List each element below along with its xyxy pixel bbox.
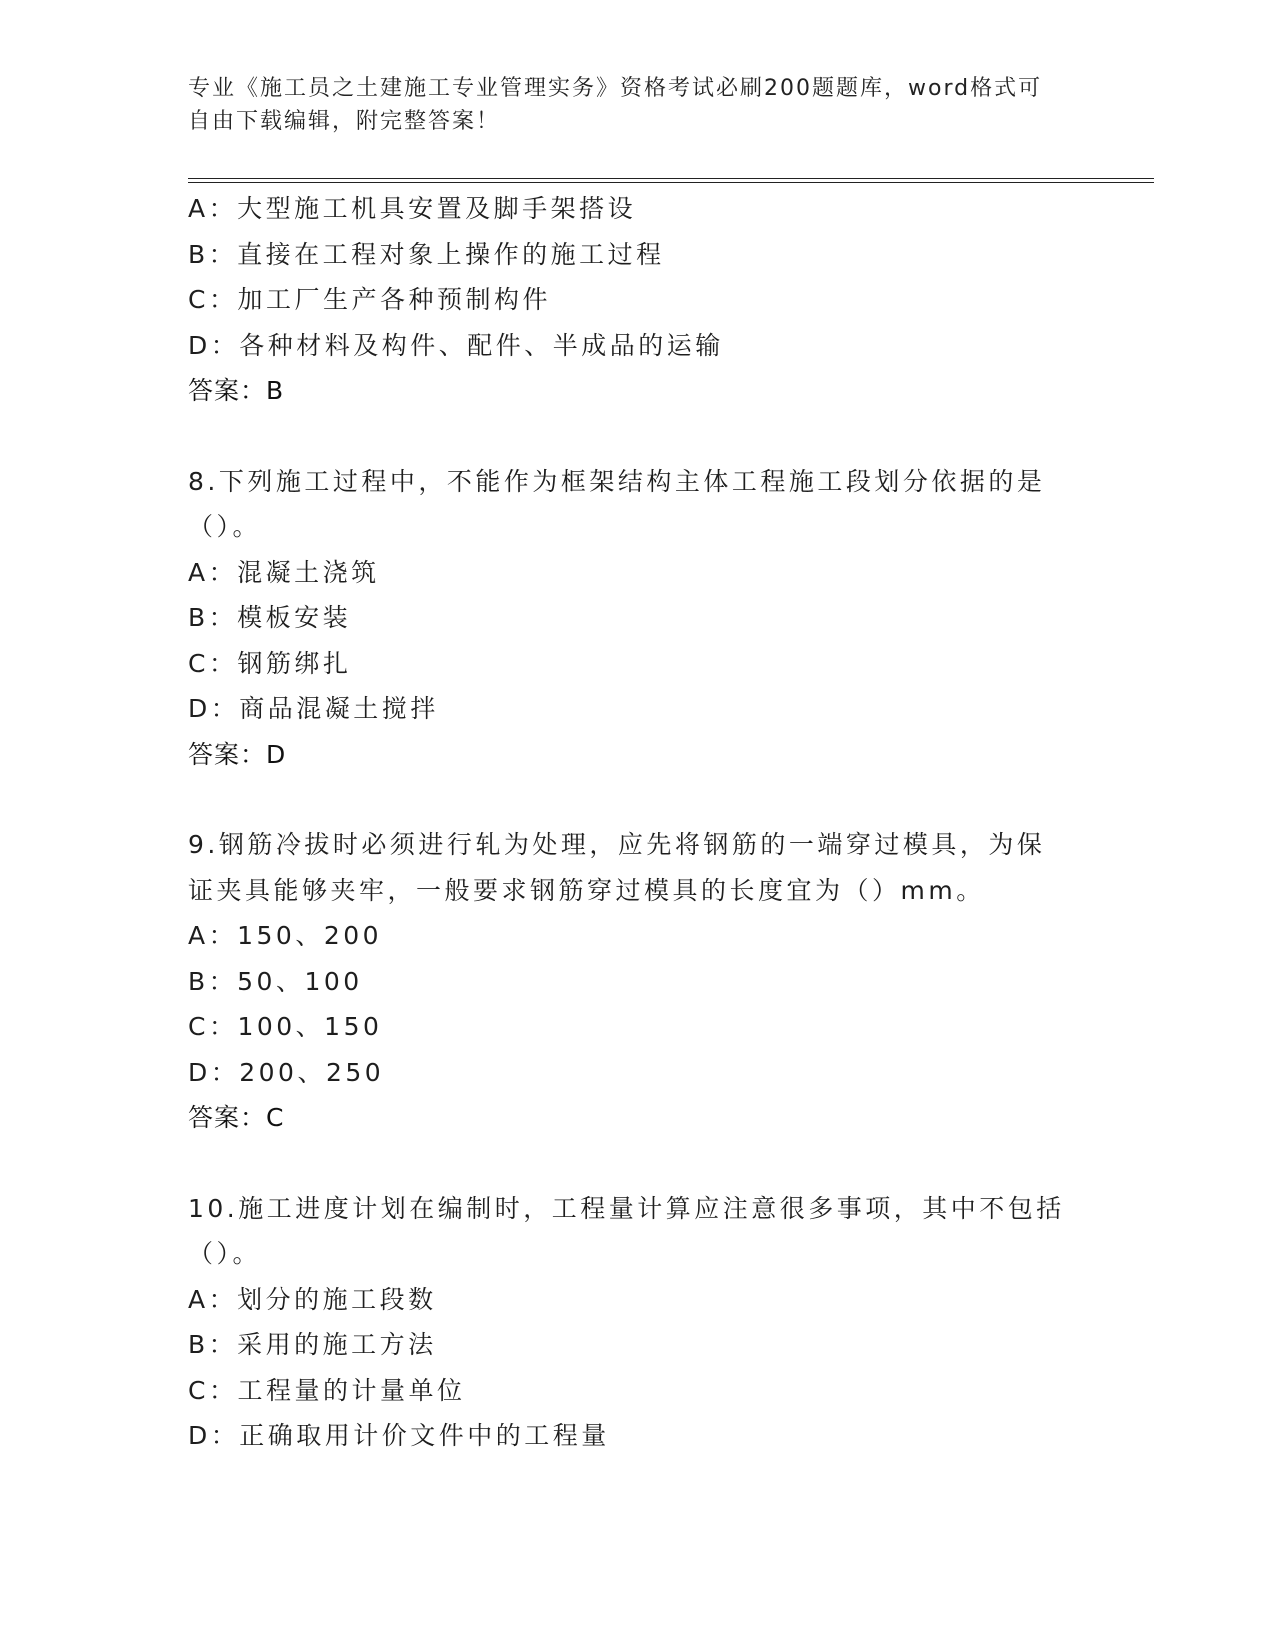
document-header — [188, 72, 1068, 138]
question-9-answer: 答案：C — [188, 1103, 285, 1132]
question-8-option-a: A：混凝土浇筑 — [188, 557, 380, 587]
question-7-option-c: C：加工厂生产各种预制构件 — [188, 285, 551, 314]
question-8-answer: 答案：D — [188, 739, 287, 769]
spacer — [188, 1141, 1088, 1186]
question-8-option-c: C：钢筋绑扎 — [188, 648, 352, 678]
question-9-option-b: B：50、100 — [188, 966, 363, 996]
question-9-option-c: C：100、150 — [188, 1012, 383, 1041]
question-9 — [188, 822, 1088, 1141]
question-7-option-a: A：大型施工机具安置及脚手架搭设 — [188, 194, 637, 223]
question-9-stem-line-1: 9.钢筋冷拔时必须进行轧为处理，应先将钢筋的一端穿过模具，为保 — [188, 830, 1046, 859]
question-10-option-c: C：工程量的计量单位 — [188, 1375, 466, 1405]
question-10-option-a: A：划分的施工段数 — [188, 1284, 437, 1314]
spacer — [188, 777, 1088, 822]
question-8-option-d: D：商品混凝土搅拌 — [188, 694, 439, 723]
header-title-line-1: 专业《施工员之土建施工专业管理实务》资格考试必刷200题题库，word格式可 — [188, 76, 1043, 101]
question-8-stem-line-1: 8.下列施工过程中，不能作为框架结构主体工程施工段划分依据的是 — [188, 466, 1046, 496]
question-10-stem-line-1: 10.施工进度计划在编制时，工程量计算应注意很多事项，其中不包括 — [188, 1193, 1065, 1223]
question-8-option-b: B：模板安装 — [188, 603, 352, 632]
question-10-option-b: B：采用的施工方法 — [188, 1330, 437, 1359]
question-9-stem-line-2: 证夹具能够夹牢，一般要求钢筋穿过模具的长度宜为（）mm。 — [188, 875, 985, 905]
question-8 — [188, 459, 1088, 778]
question-8-stem-line-2: （）。 — [188, 512, 262, 541]
spacer — [188, 414, 1088, 459]
question-7-option-b: B：直接在工程对象上操作的施工过程 — [188, 239, 665, 269]
question-9-option-a: A：150、200 — [188, 921, 383, 950]
question-10 — [188, 1186, 1088, 1459]
question-9-option-d: D：200、250 — [188, 1057, 385, 1087]
question-10-option-d: D：正确取用计价文件中的工程量 — [188, 1421, 610, 1450]
header-divider-bottom — [188, 182, 1154, 183]
question-7-option-d: D：各种材料及构件、配件、半成品的运输 — [188, 330, 724, 360]
question-list — [188, 186, 1088, 1459]
question-7 — [188, 186, 1088, 414]
header-divider-top — [188, 178, 1154, 179]
question-10-stem-line-2: （）。 — [188, 1239, 262, 1268]
question-7-answer: 答案：B — [188, 376, 285, 405]
header-title-line-2: 自由下载编辑，附完整答案！ — [188, 109, 501, 134]
